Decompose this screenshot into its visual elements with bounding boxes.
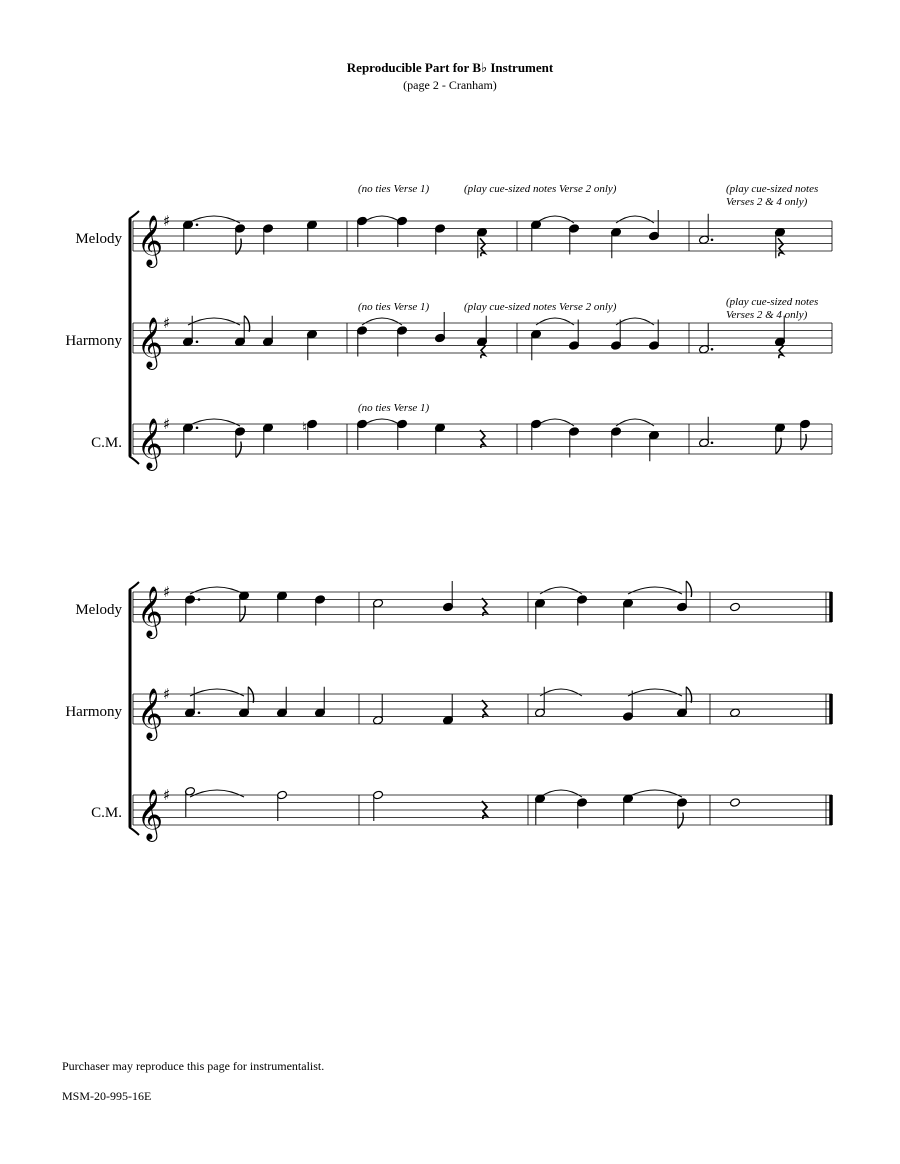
- staff-label-cm: C.M.: [91, 805, 122, 821]
- augmentation-dot: [198, 711, 201, 714]
- note-flag: [248, 687, 253, 703]
- cue-harmony-no-ties: (no ties Verse 1): [358, 301, 430, 313]
- natural-icon: ♮: [302, 420, 308, 436]
- treble-clef-icon: 𝄞: [137, 317, 164, 368]
- quarter-rest: [778, 238, 783, 256]
- staff-label-cm: C.M.: [91, 435, 122, 451]
- staff-label-melody: Melody: [75, 602, 122, 618]
- sharp-icon: ♯: [163, 786, 171, 804]
- note-flag: [678, 813, 683, 829]
- treble-clef-icon: 𝄞: [137, 418, 164, 469]
- cue-harmony-verses24: (play cue-sized notes Verses 2 & 4 only): [726, 296, 819, 321]
- slur: [628, 587, 682, 594]
- note-flag: [801, 434, 806, 450]
- slur: [188, 216, 240, 223]
- sharp-icon: ♯: [163, 415, 171, 433]
- cue-harmony-verse2: (play cue-sized notes Verse 2 only): [464, 301, 617, 313]
- page-subtitle: (page 2 - Cranham): [403, 78, 497, 92]
- note-flag: [686, 687, 691, 703]
- augmentation-dot: [196, 426, 199, 429]
- page-title: Reproducible Part for B♭ Instrument: [346, 60, 554, 75]
- treble-clef-icon: 𝄞: [137, 586, 164, 637]
- slur: [536, 216, 574, 223]
- augmentation-dot: [711, 441, 714, 444]
- slur: [616, 419, 654, 426]
- slur: [628, 689, 682, 696]
- slur: [540, 790, 582, 797]
- note-flag: [236, 442, 241, 458]
- sharp-icon: ♯: [163, 212, 171, 230]
- cue-melody-no-ties: (no ties Verse 1): [358, 183, 430, 195]
- note-head: [730, 798, 741, 808]
- sharp-icon: ♯: [163, 314, 171, 332]
- note-flag: [776, 438, 781, 454]
- cue-melody-verses24: (play cue-sized notes Verses 2 & 4 only): [726, 183, 819, 208]
- slur: [628, 790, 682, 797]
- slur: [190, 587, 244, 594]
- slur: [540, 587, 582, 594]
- note-flag: [236, 239, 241, 255]
- staff-label-harmony: Harmony: [65, 333, 122, 349]
- slur: [536, 419, 574, 426]
- quarter-rest: [480, 238, 485, 256]
- augmentation-dot: [196, 340, 199, 343]
- treble-clef-icon: 𝄞: [137, 789, 164, 840]
- augmentation-dot: [198, 598, 201, 601]
- augmentation-dot: [711, 348, 714, 351]
- staff-label-harmony: Harmony: [65, 704, 122, 720]
- cue-cm-no-ties: (no ties Verse 1): [358, 402, 430, 414]
- staff-label-melody: Melody: [75, 231, 122, 247]
- note-head: [730, 602, 741, 612]
- note-flag: [244, 316, 249, 332]
- augmentation-dot: [196, 223, 199, 226]
- slur: [188, 419, 240, 426]
- note-flag: [686, 581, 691, 597]
- note-head: [730, 708, 741, 718]
- slur: [190, 689, 244, 696]
- catalog-number: MSM-20-995-16E: [62, 1089, 152, 1103]
- slur: [362, 318, 402, 325]
- reproduction-notice: Purchaser may reproduce this page for instrumentalist.: [62, 1059, 325, 1073]
- sharp-icon: ♯: [163, 583, 171, 601]
- slur: [190, 790, 244, 797]
- treble-clef-icon: 𝄞: [137, 215, 164, 266]
- cue-melody-verse2: (play cue-sized notes Verse 2 only): [464, 183, 617, 195]
- slur: [616, 216, 654, 223]
- slur: [188, 318, 240, 325]
- slur: [362, 419, 402, 426]
- slur: [616, 318, 654, 325]
- treble-clef-icon: 𝄞: [137, 688, 164, 739]
- augmentation-dot: [711, 238, 714, 241]
- note-flag: [240, 606, 245, 622]
- slur: [362, 216, 402, 223]
- slur: [536, 318, 574, 325]
- sharp-icon: ♯: [163, 685, 171, 703]
- slur: [540, 689, 582, 696]
